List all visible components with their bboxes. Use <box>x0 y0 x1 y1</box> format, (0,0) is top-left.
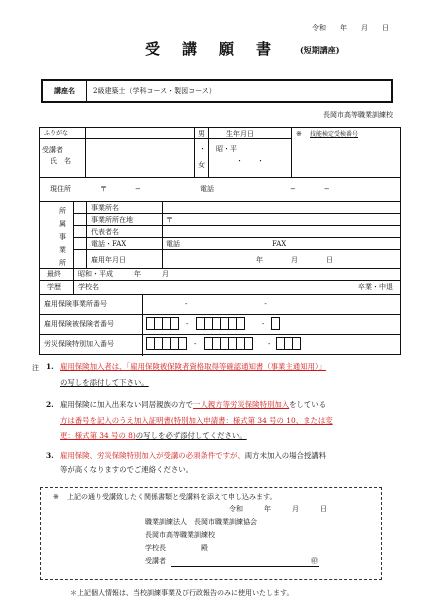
birth-dots: ・ ・ <box>236 157 264 165</box>
note-3 <box>46 451 327 460</box>
final-era[interactable]: 昭和・平成 年 月 <box>78 270 169 278</box>
office-v-5: 所 <box>59 259 66 267</box>
seal-mark: ㊞ <box>311 557 318 565</box>
gender-female[interactable]: 女 <box>198 161 205 169</box>
special-boxes-3[interactable] <box>276 337 300 350</box>
application-date[interactable]: 令和 年 月 日 <box>229 505 327 513</box>
privacy-footer: ＊上記個人情報は、当校訓練事業及び行政報告のみに使用いたします。 <box>70 589 294 597</box>
hire-date-label: 雇用年月日 <box>91 256 126 264</box>
insured-boxes-3[interactable] <box>271 317 279 330</box>
representative-label: 代表者名 <box>91 228 119 236</box>
note-1-number: 1. <box>46 362 54 371</box>
note-3-line-a: 雇用保険、労災保険特別加入が受講の必須条件ですが、 <box>60 451 245 460</box>
note-2-line-d: 方は番号を記入のうえ加入証明書(特別加入申請書：様式第 34 号の 10、または変 <box>60 416 333 425</box>
application-intro: 上記の通り受講致したく関係書類と受講料を添えて申し込みます。 <box>67 493 277 501</box>
note-1-line-a: 雇用保険加入者は、「雇用保険被保険者資格取得等確認通知書（事業主通知用）」 <box>60 362 327 371</box>
special-boxes-1[interactable] <box>146 337 186 350</box>
skill-exam-label: 技能検定受検番号 <box>310 131 359 138</box>
hire-date-ymd[interactable]: 年 月 日 <box>256 256 333 264</box>
insured-boxes-2[interactable] <box>196 317 244 330</box>
note-mark: ※ <box>296 130 302 138</box>
phone-separator[interactable]: − − <box>290 185 330 193</box>
application-principal: 学校長 殿 <box>145 544 208 552</box>
note-3-line-c: 等が高くなりますのでご連絡ください。 <box>60 465 194 474</box>
insured-sep-2: - <box>262 320 265 328</box>
office-fax-label: FAX <box>272 240 287 248</box>
note-2-line-f: の写しを必ず添付してください。 <box>135 431 247 440</box>
emp-insurance-office-label: 雇用保険事業所番号 <box>44 300 107 308</box>
office-v-3: 事 <box>59 233 66 241</box>
note-3-number: 3. <box>46 451 54 460</box>
application-corp: 職業訓練法人 長岡市職業訓練協会 <box>145 518 257 526</box>
birth-era[interactable]: 昭・平 <box>216 145 237 153</box>
course-value[interactable]: 2級建築士（学科コース・製図コース） <box>93 87 216 95</box>
office-postal[interactable]: 〒 <box>166 216 173 224</box>
office-v-1: 所 <box>59 207 66 215</box>
emp-office-separator[interactable]: - - <box>185 300 267 308</box>
application-mark: ※ <box>53 493 59 501</box>
note-2d <box>60 416 333 425</box>
phone-label: 電話 <box>200 185 214 193</box>
school-history-label: 学歴 <box>47 283 61 291</box>
special-sep-1: - <box>194 340 197 348</box>
gender-dot: ・ <box>199 145 206 153</box>
special-sep-2: - <box>268 340 271 348</box>
note-2-number: 2. <box>46 400 54 409</box>
address-label: 現住所 <box>50 185 71 193</box>
note-2 <box>46 400 327 409</box>
insured-sep-1: - <box>186 320 189 328</box>
insured-number-label: 雇用保険被保険者番号 <box>44 320 114 328</box>
address-postal[interactable]: 〒 − <box>100 185 141 193</box>
office-name-label: 事業所名 <box>91 204 119 212</box>
furigana-label: ふりがな <box>44 130 69 137</box>
office-v-2: 属 <box>59 220 66 228</box>
office-phone-label: 電話 <box>166 240 180 248</box>
course-box <box>41 79 393 103</box>
note-2-line-a: 雇用保険に加入出来ない同居親族の方で <box>60 400 194 409</box>
application-school: 長岡市高等職業訓練校 <box>145 531 215 539</box>
applicant-signature-line[interactable] <box>171 566 319 567</box>
note-2-line-b: 一人親方等労災保険特別加入 <box>193 400 290 409</box>
application-form <box>39 127 401 355</box>
note-2-line-c: をしている <box>289 400 327 409</box>
date-line: 令和 年 月 日 <box>312 24 389 32</box>
graduation-status[interactable]: 卒業・中退 <box>358 283 393 291</box>
note-1-line-b: の写しを添付して下さい。 <box>60 378 149 387</box>
note-3c <box>60 465 193 474</box>
insured-boxes-1[interactable] <box>146 317 178 330</box>
school-name-label: 学校名 <box>78 283 99 291</box>
special-boxes-2[interactable] <box>204 337 252 350</box>
phone-fax-label: 電話・FAX <box>91 240 127 248</box>
birth-label: 生年月日 <box>226 130 254 138</box>
note-3-line-b: 両方未加入の場合授講料 <box>244 451 327 460</box>
application-applicant: 受講者 <box>145 557 166 565</box>
office-v-4: 業 <box>59 246 66 254</box>
special-number-label: 労災保険特別加入番号 <box>44 340 114 348</box>
page-title: 受講願書 <box>145 40 294 58</box>
applicant-label: 受講者 <box>42 146 63 154</box>
note-1 <box>46 362 327 371</box>
school-name: 長岡市高等職業訓練校 <box>323 111 393 119</box>
application-box <box>40 487 382 580</box>
gender-male[interactable]: 男 <box>198 130 205 138</box>
note-2-line-e: 更：様式第 34 号の 8) <box>60 431 136 440</box>
course-label: 講座名 <box>43 81 87 101</box>
name-label: 氏 名 <box>50 157 71 165</box>
office-address-label: 事業所所在地 <box>91 216 133 224</box>
page-subtitle: (短期講座) <box>300 45 340 55</box>
final-label: 最終 <box>47 270 61 278</box>
note-2e <box>60 431 247 440</box>
notes-label: 注 <box>32 364 39 372</box>
note-1b <box>60 378 149 387</box>
